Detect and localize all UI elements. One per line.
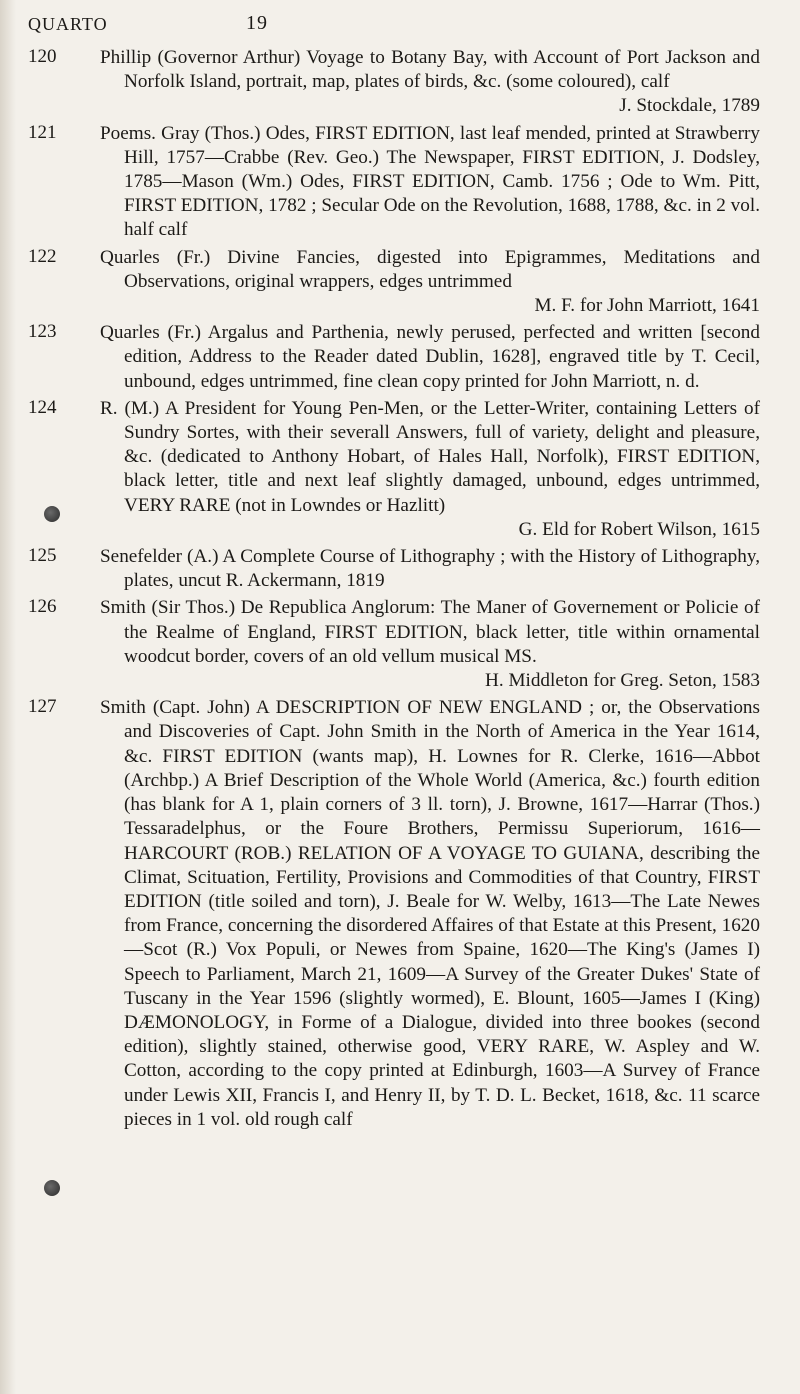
entry-description: Smith (Capt. John) A DESCRIPTION OF NEW ENGLAND ; or, the Observations and Discoveries of Capt. John Smith in the North of America in the Year 1614, &c. FIRST EDITION (wants map), H. Lownes for R. Clerke, 1616—Abbot (Archbp.) A Brief Description of the Whole World (America, &c.) fourth edition (has blank for A 1, plain corners of 3 ll. torn), J. Browne, 1617—Harrar (Thos.) Tessaradelphus, or the Foure Brothers, Permissu Superiorum, 1616—HARCOURT (ROB.) RELATION OF A VOYAGE TO GUIANA, describing the Climat, Scituation, Fertility, Provisions and Commodities of that Country, FIRST EDITION (title soiled and torn), J. Beale for W. Welby, 1613—The Late Newes from France, concerning the disordered Affaires of that Estate at this Present, 1620—Scot (R.) Vox Populi, or Newes from Spaine, 1620—The King's (James I) Speech to Parliament, March 21, 1609—A Survey of the Greater Dukes' State of Tuscany in the Year 1596 (slightly wormed), E. Blount, 1605—James I (King) DÆMONOLOGY, in Forme of a Dialogue, divided into three bookes (second edition), slightly stained, otherwise good, VERY RARE, W. Aspley and W. Cotton, according to the copy printed at Edinburgh, 1603—A Survey of France under Lewis XII, Francis I, and Henry II, by T. D. L. Becket, 1618, &c. 11 scarce pieces in 1 vol. old rough calf (100, 697, 760, 1130)
catalogue-entry (0, 321, 800, 394)
entry-imprint: H. Middleton for Greg. Seton, 1583 (485, 670, 760, 692)
lot-number: 122 (28, 245, 57, 267)
catalogue-entry (0, 696, 800, 1132)
running-head: QUARTO (28, 14, 108, 34)
entry-description: Quarles (Fr.) Divine Fancies, digested into Epigrammes, Meditations and Observations, original wrappers, edges untrimmed (100, 246, 760, 292)
entry-imprint: J. Stockdale, 1789 (619, 95, 760, 117)
entry-description: Senefelder (A.) A Complete Course of Lithography ; with the History of Lithography, plates, uncut R. Ackermann, 1819 (100, 546, 760, 592)
catalogue-entry (0, 46, 800, 119)
lot-number: 120 (28, 46, 57, 67)
entry-imprint: M. F. for John Marriott, 1641 (534, 295, 760, 317)
entry-description: R. (M.) A President for Young Pen-Men, or the Letter-Writer, containing Letters of Sundry Sortes, with their severall Answers, full of variety, delight and pleasure, &c. (dedicated to Anthony Hobart, of Hales Hall, Norfolk), FIRST EDITION, black letter, title and next leaf slightly damaged, unbound, edges untrimmed, VERY RARE (not in Lowndes or Hazlitt) (100, 397, 760, 516)
catalogue-entry (0, 397, 800, 542)
catalogue-entry (0, 596, 800, 693)
entry-description: Phillip (Governor Arthur) Voyage to Botany Bay, with Account of Port Jackson and Norfolk Island, portrait, map, plates of birds, &c. (some coloured), calf (100, 47, 760, 93)
entry-description: Quarles (Fr.) Argalus and Parthenia, newly perused, perfected and written [second edition, Address to the Reader dated Dublin, 1628], engraved title by T. Cecil, unbound, edges untrimmed, fine clean copy printed for John Marriott, n. d. (100, 322, 760, 392)
entry-imprint: G. Eld for Robert Wilson, 1615 (518, 518, 760, 540)
entry-description: Smith (Sir Thos.) De Republica Anglorum: The Maner of Governement or Policie of the Realme of England, FIRST EDITION, black letter, title within ornamental woodcut border, covers of an old vellum musical MS. (100, 597, 760, 667)
lot-number: 126 (28, 596, 57, 618)
entry-description: Poems. Gray (Thos.) Odes, FIRST EDITION, last leaf mended, printed at Strawberry Hill, 1757—Crabbe (Rev. Geo.) The Newspaper, FIRST EDITION, J. Dodsley, 1785—Mason (Wm.) Odes, FIRST EDITION, Camb. 1756 ; Ode to Wm. Pitt, FIRST EDITION, 1782 ; Secular Ode on the Revolution, 1688, 1788, &c. in 2 vol. half calf (100, 122, 760, 241)
binding-hole-icon (44, 1180, 60, 1196)
lot-number: 123 (28, 321, 57, 343)
lot-number: 124 (28, 396, 57, 418)
catalogue-entry (0, 122, 800, 243)
lot-number: 127 (28, 696, 57, 718)
catalogue-entry (0, 246, 800, 319)
page-number: 19 (246, 12, 268, 34)
lot-number: 125 (28, 545, 57, 567)
page-header (0, 6, 800, 38)
catalogue-entry (0, 545, 800, 593)
lot-number: 121 (28, 121, 57, 143)
catalogue-entries (0, 46, 800, 1135)
